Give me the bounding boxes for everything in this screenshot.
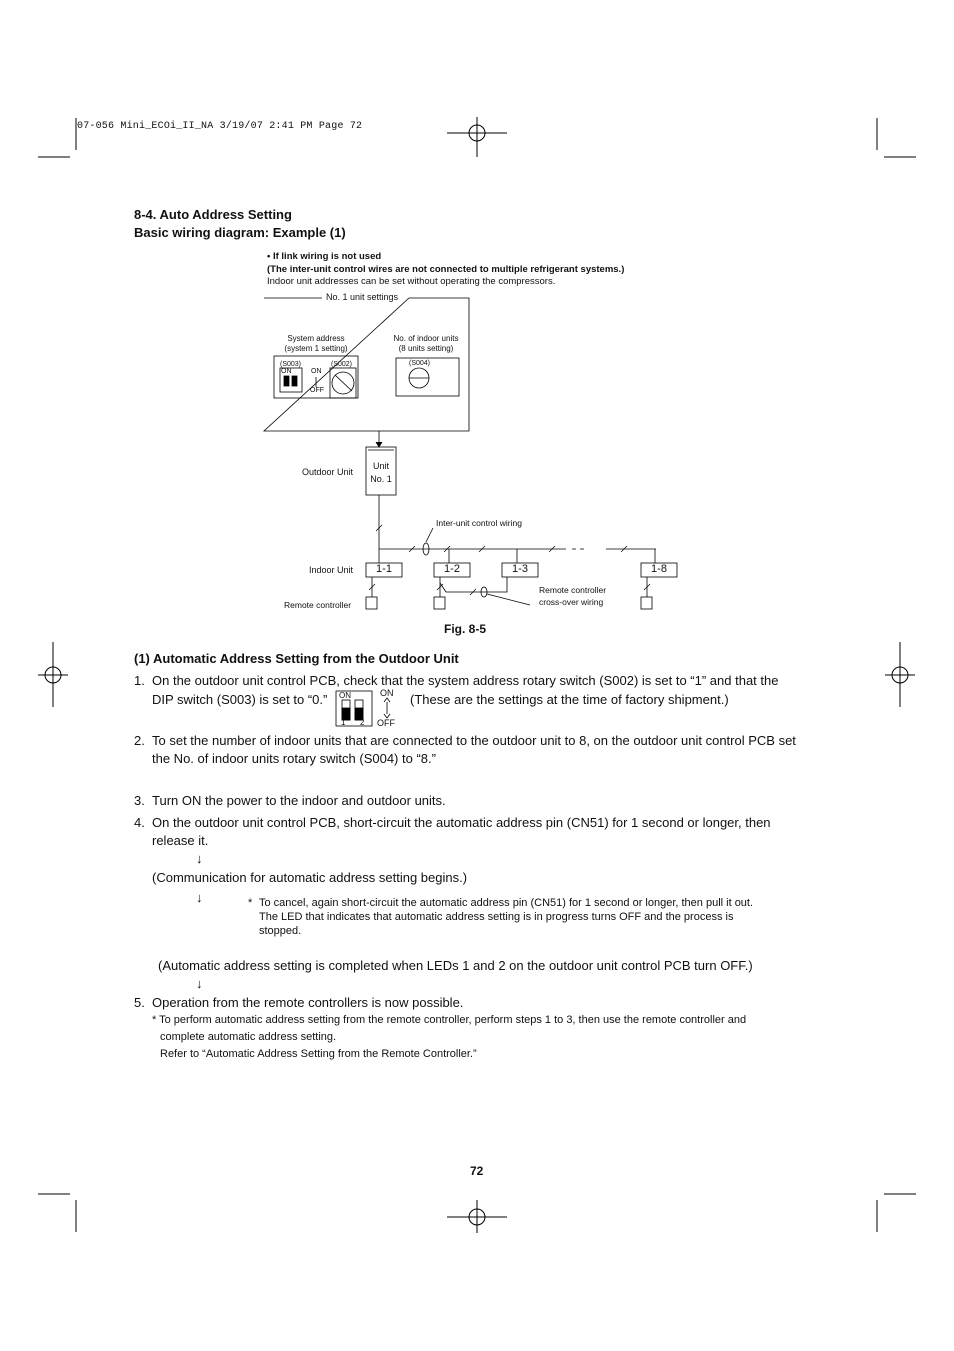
step-3-text: Turn ON the power to the indoor and outdoor units. xyxy=(152,793,446,808)
s003-label: (S003) xyxy=(280,361,302,368)
rc-cross-2: cross-over wiring xyxy=(539,597,604,607)
switch-on: ON xyxy=(311,368,322,375)
box-title: No. 1 unit settings xyxy=(326,292,399,302)
step-4-num: 4. xyxy=(134,815,145,830)
step-5-num: 5. xyxy=(134,995,145,1010)
note-bullet: • If link wiring is not used xyxy=(267,251,382,262)
step-4-line-a: On the outdoor unit control PCB, short-circuit the automatic address pin (CN51) for 1 second or longer, then xyxy=(152,815,771,830)
step-5-note-2: complete automatic address setting. xyxy=(160,1031,337,1043)
step-1-line-c: (These are the settings at the time of factory shipment.) xyxy=(410,692,729,707)
subtitle: Basic wiring diagram: Example (1) xyxy=(134,225,346,240)
step-3-num: 3. xyxy=(134,793,145,808)
indoor-unit-1-8: 1-8 xyxy=(651,563,667,575)
down-arrow-2: ↓ xyxy=(196,890,203,905)
indoor-count-2: (8 units setting) xyxy=(398,344,454,353)
s004-label: (S004) xyxy=(409,360,431,367)
indoor-unit-1-1: 1-1 xyxy=(376,563,392,575)
system-address: System address xyxy=(287,334,345,343)
note-line3: Indoor unit addresses can be set without operating the compressors. xyxy=(267,276,556,287)
step-1-line-a: On the outdoor unit control PCB, check that the system address rotary switch (S002) is set to “1” and that the xyxy=(152,673,779,688)
completed-text: (Automatic address setting is completed when LEDs 1 and 2 on the outdoor unit control PCB turn OFF.) xyxy=(158,958,753,973)
step-5-text: Operation from the remote controllers is now possible. xyxy=(152,995,464,1010)
cancel-star: * xyxy=(248,897,253,909)
remote-controller-label: Remote controller xyxy=(284,600,352,610)
comm-begins: (Communication for automatic address setting begins.) xyxy=(152,870,468,885)
step-1-line-b: DIP switch (S003) is set to “0.” xyxy=(152,692,328,707)
indoor-count-1: No. of indoor units xyxy=(393,334,459,343)
dip-on: ON xyxy=(339,691,351,700)
step-5-note-3: Refer to “Automatic Address Setting from the Remote Controller.” xyxy=(160,1048,477,1060)
step-1-num: 1. xyxy=(134,673,145,688)
s002-label: (S002) xyxy=(331,361,353,368)
s003-on: ON xyxy=(281,368,292,375)
rc-cross-1: Remote controller xyxy=(539,585,607,595)
down-arrow-1: ↓ xyxy=(196,851,203,866)
step-4-line-b: release it. xyxy=(152,833,209,848)
indoor-unit-1-3: 1-3 xyxy=(512,563,528,575)
outdoor-unit-label: Outdoor Unit xyxy=(302,467,354,477)
cancel-line-1: To cancel, again short-circuit the automatic address pin (CN51) for 1 second or longer, then pull it out. xyxy=(259,897,754,909)
unit-line1: Unit xyxy=(372,461,389,471)
note-line2: (The inter-unit control wires are not connected to multiple refrigerant systems.) xyxy=(267,264,625,275)
note-bullet-text: If link wiring is not used xyxy=(272,251,382,262)
indoor-unit-label: Indoor Unit xyxy=(309,565,354,575)
step-2-line-b: the No. of indoor units rotary switch (S004) to “8.” xyxy=(152,751,436,766)
cancel-line-2: The LED that indicates that automatic address setting is in progress turns OFF and the process is xyxy=(259,911,734,923)
dip-top-label: ON xyxy=(380,688,394,698)
printer-slug: 07-056 Mini_ECOi_II_NA 3/19/07 2:41 PM Page 72 xyxy=(77,121,363,132)
down-arrow-3: ↓ xyxy=(196,976,203,991)
dip-1: 1 xyxy=(341,718,346,727)
indoor-unit-1-2: 1-2 xyxy=(444,563,460,575)
unit-line2: No. 1 xyxy=(370,474,392,484)
figure-caption: Fig. 8-5 xyxy=(444,622,487,636)
step-2-num: 2. xyxy=(134,733,145,748)
system-setting: (system 1 setting) xyxy=(284,344,348,353)
step-2-line-a: To set the number of indoor units that are connected to the outdoor unit to 8, on the outdoor unit control PCB set xyxy=(152,733,796,748)
dip-2: 2 xyxy=(360,718,365,727)
step-5-note-1: * To perform automatic address setting from the remote controller, perform steps 1 to 3, then use the remote controller and xyxy=(152,1014,747,1026)
page-number: 72 xyxy=(470,1164,484,1178)
dip-bottom-label: OFF xyxy=(377,718,395,728)
inter-unit-wiring-label: Inter-unit control wiring xyxy=(436,518,522,528)
switch-off: OFF xyxy=(310,387,324,394)
cancel-line-3: stopped. xyxy=(259,925,302,937)
section-title: 8-4. Auto Address Setting xyxy=(134,207,292,222)
sub-heading: (1) Automatic Address Setting from the Outdoor Unit xyxy=(134,651,459,666)
